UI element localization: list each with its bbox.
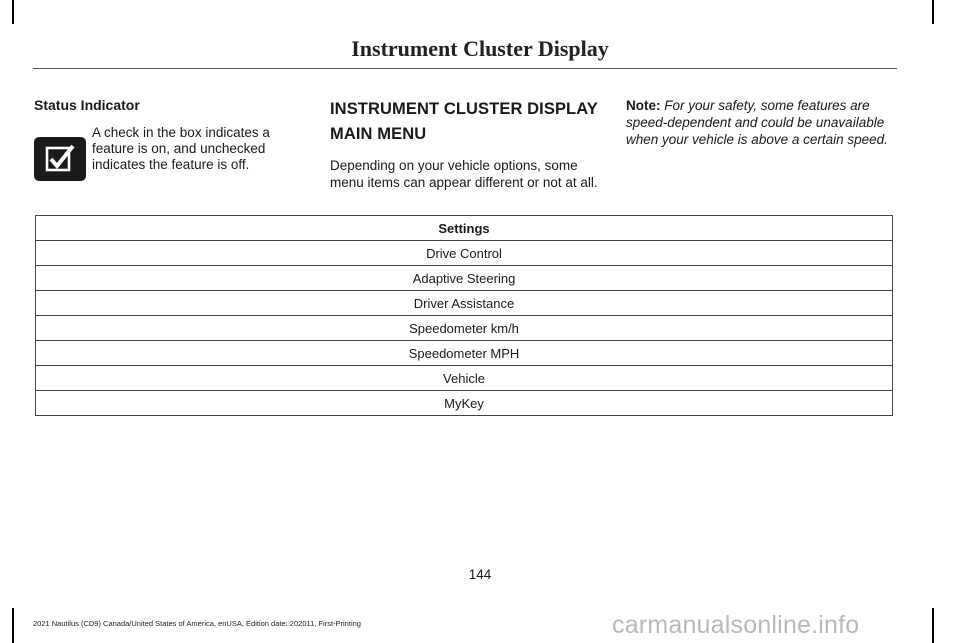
crop-mark-top-left [12, 0, 14, 24]
status-indicator-heading: Status Indicator [34, 97, 140, 113]
table-cell-speedometer-kmh: Speedometer km/h [36, 316, 893, 341]
note-label: Note: [626, 98, 661, 113]
checkbox-checked-icon-graphic [43, 144, 77, 174]
table-cell-adaptive-steering: Adaptive Steering [36, 266, 893, 291]
table-row [36, 341, 893, 366]
table-row [36, 391, 893, 416]
table-cell-speedometer-mph: Speedometer MPH [36, 341, 893, 366]
table-cell-mykey: MyKey [36, 391, 893, 416]
header-divider [33, 68, 897, 69]
watermark: carmanualsonline.info [612, 611, 860, 639]
status-indicator-description: A check in the box indicates a feature is on, and unchecked indicates the feature is off. [92, 125, 270, 172]
main-menu-heading [330, 97, 600, 147]
table-header-settings: Settings [36, 216, 893, 241]
safety-note [626, 97, 898, 148]
main-menu-heading-line2: MAIN MENU [330, 125, 427, 143]
note-body: For your safety, some features are speed-dependent and could be unavailable when your vehicle is above a certain speed. [626, 98, 888, 147]
table-row [36, 316, 893, 341]
checkbox-checked-icon [34, 137, 86, 181]
menu-table [35, 215, 893, 416]
table-cell-driver-assistance: Driver Assistance [36, 291, 893, 316]
edition-footer: 2021 Nautilus (CD9) Canada/United States of America, enUSA, Edition date: 202011, First-Printing [33, 619, 361, 628]
table-header-row [36, 216, 893, 241]
table-row [36, 241, 893, 266]
table-row [36, 291, 893, 316]
crop-mark-top-right [932, 0, 934, 24]
status-indicator-section [34, 97, 284, 181]
main-menu-body: Depending on your vehicle options, some menu items can appear different or not at all. [330, 158, 598, 190]
page-number: 144 [468, 567, 492, 582]
table-cell-vehicle: Vehicle [36, 366, 893, 391]
crop-mark-bottom-right [932, 608, 934, 643]
main-menu-heading-line1: INSTRUMENT CLUSTER DISPLAY [330, 100, 598, 118]
main-menu-section [330, 97, 600, 191]
note-section [626, 97, 898, 148]
table-row [36, 266, 893, 291]
table-row [36, 366, 893, 391]
page-title: Instrument Cluster Display [351, 36, 609, 61]
crop-mark-bottom-left [12, 608, 14, 643]
status-indicator-row [34, 125, 284, 181]
table-cell-drive-control: Drive Control [36, 241, 893, 266]
